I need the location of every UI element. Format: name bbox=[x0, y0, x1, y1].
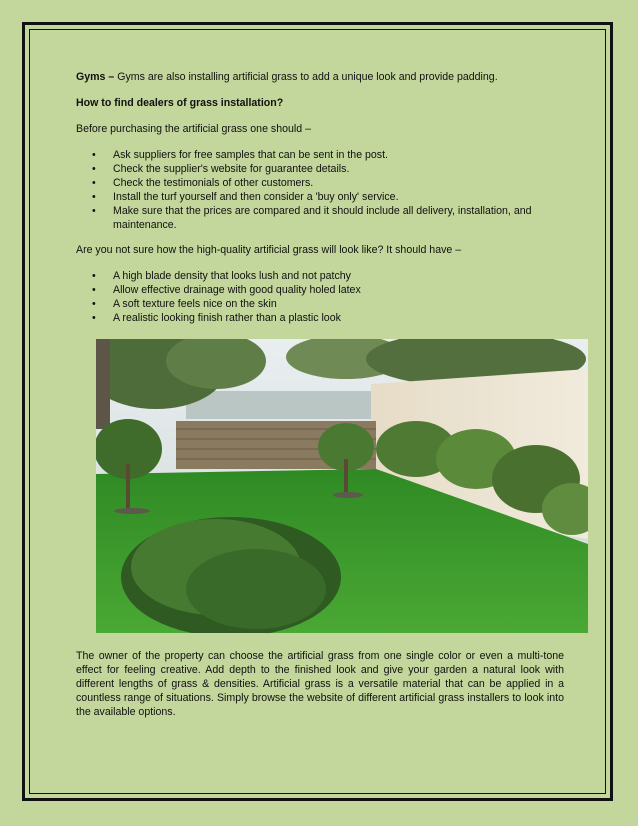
intro-paragraph: Before purchasing the artificial grass one should – bbox=[76, 123, 311, 135]
list-item bbox=[76, 162, 564, 176]
list-item-text: Check the testimonials of other customers. bbox=[113, 177, 314, 189]
gyms-text: Gyms are also installing artificial grass to add a unique look and provide padding. bbox=[114, 71, 498, 83]
bullet-icon: • bbox=[92, 284, 96, 296]
bullet-icon: • bbox=[92, 177, 96, 189]
bullet-icon: • bbox=[92, 191, 96, 203]
list-item-text: Make sure that the prices are compared and it should include all delivery, installation, and maintenance. bbox=[113, 205, 532, 231]
list-item-text: A high blade density that looks lush and not patchy bbox=[113, 270, 351, 282]
list-item bbox=[76, 283, 564, 297]
list-item-text: Ask suppliers for free samples that can be sent in the post. bbox=[113, 149, 388, 161]
garden-lawn-photo bbox=[96, 339, 588, 633]
list-item-text: A realistic looking finish rather than a plastic look bbox=[113, 312, 341, 324]
gyms-label: Gyms – bbox=[76, 71, 115, 83]
list-item-text: A soft texture feels nice on the skin bbox=[113, 298, 277, 310]
bullet-icon: • bbox=[92, 270, 96, 282]
tips-list bbox=[76, 148, 564, 232]
gyms-paragraph bbox=[76, 70, 564, 84]
list-item bbox=[76, 176, 564, 190]
list-item-text: Install the turf yourself and then consider a 'buy only' service. bbox=[113, 191, 399, 203]
list-item-text: Allow effective drainage with good quality holed latex bbox=[113, 284, 361, 296]
bullet-icon: • bbox=[92, 149, 96, 161]
list-item bbox=[76, 311, 564, 325]
list-item bbox=[76, 148, 564, 162]
closing-paragraph: The owner of the property can choose the artificial grass from one single color or even a multi-tone effect for feeling creative. Add depth to the finished look and give your garden a natural look with different lengths of grass & densities. Artificial grass is a versatile material that can be applied in a countless range of situations. Simply browse the website of different artificial grass installers to look into the available options. bbox=[76, 650, 564, 718]
list-item bbox=[76, 190, 564, 204]
list-item bbox=[76, 269, 564, 283]
bullet-icon: • bbox=[92, 298, 96, 310]
question-paragraph: Are you not sure how the high-quality artificial grass will look like? It should have – bbox=[76, 244, 462, 256]
list-item bbox=[76, 297, 564, 311]
bullet-icon: • bbox=[92, 205, 96, 217]
list-item bbox=[76, 204, 564, 232]
bullet-icon: • bbox=[92, 312, 96, 324]
section-heading: How to find dealers of grass installation? bbox=[76, 97, 284, 109]
bullet-icon: • bbox=[92, 163, 96, 175]
features-list bbox=[76, 269, 564, 325]
list-item-text: Check the supplier's website for guarantee details. bbox=[113, 163, 350, 175]
document-body bbox=[76, 70, 564, 719]
